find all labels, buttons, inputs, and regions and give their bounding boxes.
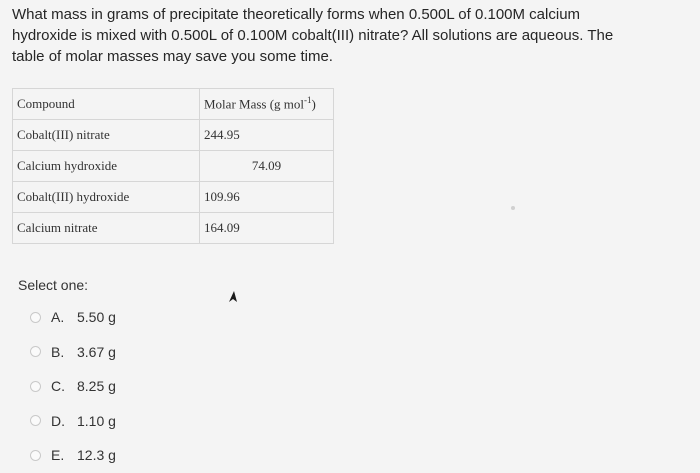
- option-letter: A.: [51, 309, 65, 326]
- radio-button-c[interactable]: [30, 381, 41, 392]
- molar-mass-header-suffix: ): [311, 96, 316, 112]
- table-row: [13, 182, 334, 213]
- option-letter: C.: [51, 378, 65, 395]
- option-e[interactable]: [30, 438, 116, 473]
- molar-mass-header-exponent: -1: [304, 95, 312, 106]
- question-line-1: What mass in grams of precipitate theoretically forms when 0.500L of 0.100M calcium: [12, 6, 581, 23]
- compound-cell: Cobalt(III) hydroxide: [13, 182, 200, 213]
- radio-button-a[interactable]: [30, 312, 41, 323]
- option-d[interactable]: [30, 404, 116, 439]
- option-b[interactable]: [30, 335, 116, 370]
- radio-button-e[interactable]: [30, 450, 41, 461]
- mass-cell: 109.96: [200, 182, 334, 213]
- table-row: [13, 213, 334, 244]
- molar-mass-table: [12, 88, 334, 244]
- option-text: 5.50 g: [77, 309, 116, 326]
- question-line-2: hydroxide is mixed with 0.500L of 0.100M cobalt(III) nitrate? All solutions are aqueous. The: [12, 27, 614, 44]
- table-header-row: [13, 89, 334, 120]
- mouse-cursor-icon: [226, 290, 238, 304]
- compound-cell: Calcium hydroxide: [13, 151, 200, 182]
- question-text: [12, 4, 692, 67]
- answer-options: [30, 300, 116, 473]
- option-letter: E.: [51, 447, 65, 464]
- radio-button-b[interactable]: [30, 346, 41, 357]
- radio-button-d[interactable]: [30, 415, 41, 426]
- option-letter: D.: [51, 412, 65, 429]
- decorative-dot: [511, 206, 515, 210]
- option-text: 3.67 g: [77, 343, 116, 360]
- option-letter: B.: [51, 343, 65, 360]
- compound-cell: Cobalt(III) nitrate: [13, 120, 200, 151]
- molar-mass-header-prefix: Molar Mass (g mol: [204, 96, 305, 112]
- option-text: 8.25 g: [77, 378, 116, 395]
- mass-cell: 74.09: [200, 151, 334, 182]
- mass-cell: 244.95: [200, 120, 334, 151]
- molar-mass-header: [200, 89, 334, 120]
- table-row: [13, 120, 334, 151]
- table-row: [13, 151, 334, 182]
- select-one-label: Select one:: [18, 277, 89, 293]
- option-c[interactable]: [30, 369, 116, 404]
- mass-cell: 164.09: [200, 213, 334, 244]
- compound-header: Compound: [13, 89, 200, 120]
- option-text: 1.10 g: [77, 412, 116, 429]
- option-text: 12.3 g: [77, 447, 116, 464]
- question-line-3: table of molar masses may save you some time.: [12, 48, 333, 65]
- compound-cell: Calcium nitrate: [13, 213, 200, 244]
- option-a[interactable]: [30, 300, 116, 335]
